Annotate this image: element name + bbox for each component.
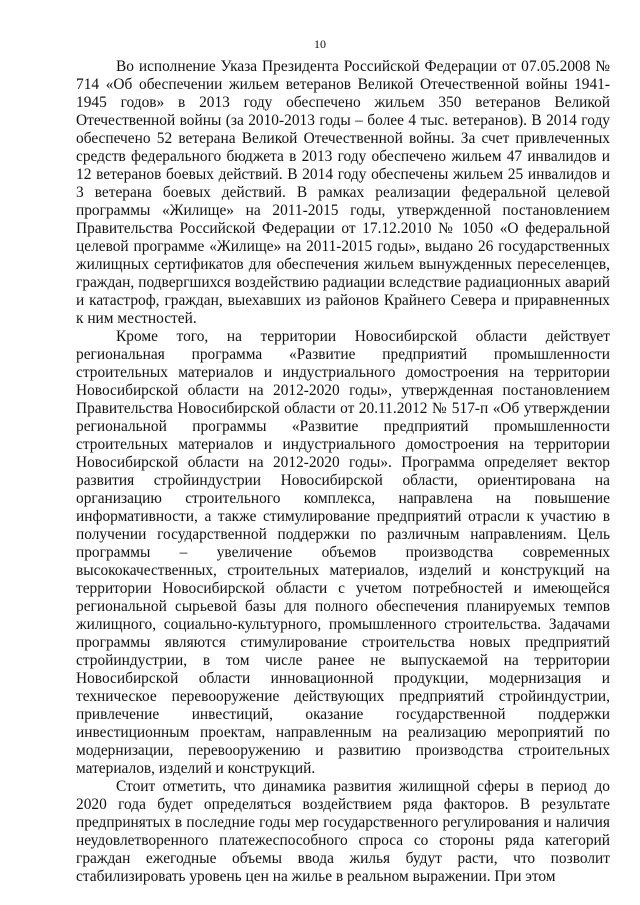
paragraph-veterans-housing: Во исполнение Указа Президента Российской Федерации от 07.05.2008 № 714 «Об обеспечении жильем ветеранов Великой Отечественной войны 1941-1945 годов» в 2013 году обеспечено жильем 350 ветеранов Великой Отечественной войны (за 2010-2013 годы – более 4 тыс. ветеранов). В 2014 году обеспечено 52 ветерана Великой Отечественной войны. За счет привлеченных средств федерального бюджета в 2013 году обеспечено жильем 47 инвалидов и 12 ветеранов боевых действий. В 2014 году обеспечены жильем 25 инвалидов и 3 ветерана боевых действий. В рамках реализации федеральной целевой программы «Жилище» на 2011-2015 годы, утвержденной постановлением Правительства Российской Федерации от 17.12.2010 № 1050 «О федеральной целевой программе «Жилище» на 2011-2015 годы», выдано 26 государственных жилищных сертификатов для обеспечения жильем вынужденных переселенцев, граждан, подвергшихся воздействию радиации вследствие радиационных аварий и катастроф, граждан, выехавших из районов Крайнего Севера и приравненных к ним местностей.	[76, 58, 610, 327]
paragraph-housing-dynamics: Стоит отметить, что динамика развития жилищной сферы в период до 2020 года будет определяться воздействием ряда факторов. В результате предпринятых в последние годы мер государственного регулирования и наличия неудовлетворенного платежеспособного спроса со стороны ряда категорий граждан ежегодные объемы ввода жилья будут расти, что позволит стабилизировать уровень цен на жилье в реальном выражении. При этом	[76, 778, 610, 885]
paragraph-regional-program: Кроме того, на территории Новосибирской области действует региональная программа «Развитие предприятий промышленности строительных материалов и индустриального домостроения на территории Новосибирской области на 2012-2020 годы», утвержденная постановлением Правительства Новосибирской области от 20.11.2012 № 517-п «Об утверждении региональной программы «Развитие предприятий промышленности строительных материалов и индустриального домостроения на территории Новосибирской области на 2012-2020 годы». Программа определяет вектор развития стройиндустрии Новосибирской области, ориентирована на организацию строительного комплекса, направлена на повышение информативности, а также стимулирование предприятий отрасли к участию в получении государственной поддержки по различным направлениям. Цель программы – увеличение объемов производства современных высококачественных, строительных материалов, изделий и конструкций на территории Новосибирской области с учетом потребностей и имеющейся региональной сырьевой базы для полного обеспечения планируемых темпов жилищного, социально-культурного, промышленного строительства. Задачами программы являются стимулирование строительства новых предприятий стройиндустрии, в том числе ранее не выпускаемой на территории Новосибирской области инновационной продукции, модернизация и техническое перевооружение действующих предприятий стройиндустрии, привлечение инвестиций, оказание государственной поддержки инвестиционным проектам, направленным на реализацию мероприятий по модернизации, перевооружению и развитию производства строительных материалов, изделий и конструкций.	[76, 328, 610, 777]
page-number: 10	[314, 37, 326, 51]
document-body	[76, 58, 610, 886]
